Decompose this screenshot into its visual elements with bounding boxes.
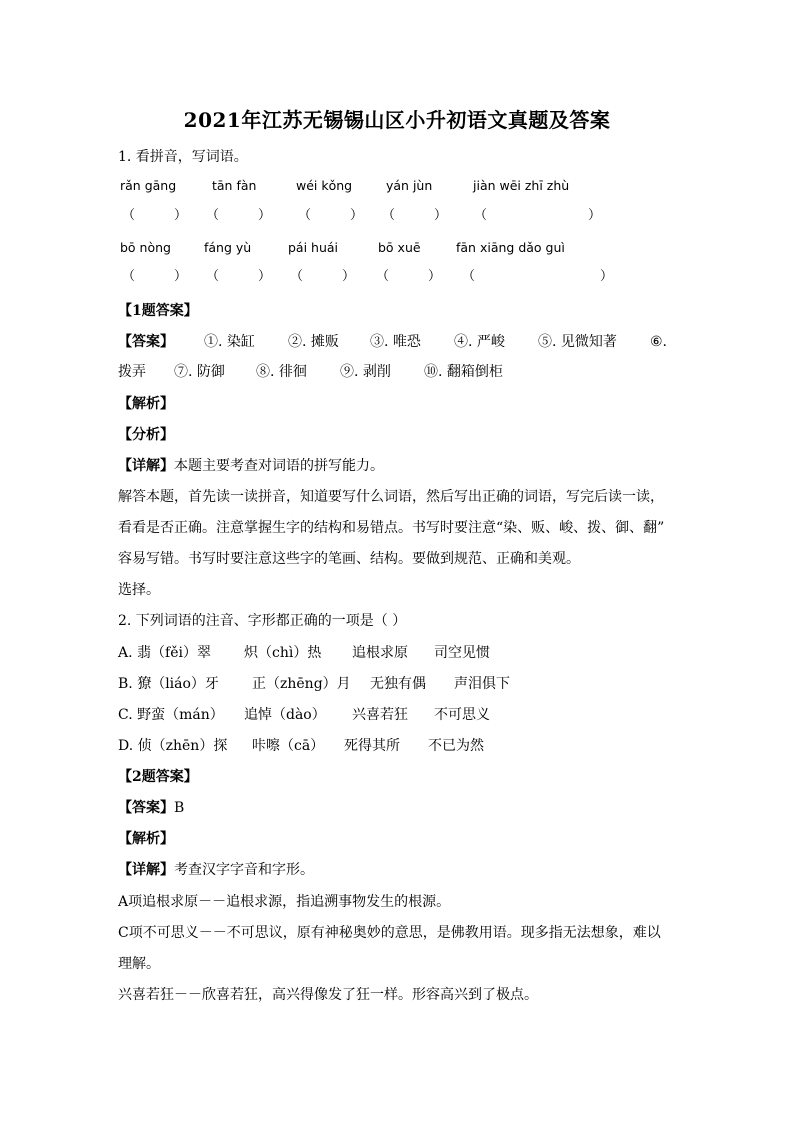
q2-option-b <box>118 674 510 694</box>
option-c-word4: 不可思义 <box>434 707 490 723</box>
q2-answer-value: B <box>174 800 185 816</box>
q2-answer <box>118 798 184 818</box>
q1-answer-header: 【1题答案】 <box>118 303 198 319</box>
blank-5-open: （ <box>474 208 488 223</box>
blank-5-close: ） <box>588 208 602 223</box>
pinyin-7: fáng yù <box>204 240 252 255</box>
page-title: 2021年江苏无锡锡山区小升初语文真题及答案 <box>183 108 611 132</box>
answer-6: 拨弄 <box>118 364 146 380</box>
answer-9: ⑨. 剥削 <box>340 364 391 380</box>
detail-label: 【详解】 <box>118 458 174 474</box>
option-c-word1: C. 野蛮（mán） <box>118 707 224 723</box>
blank-8-open: （ <box>290 269 304 284</box>
q1-para1: 解答本题，首先读一读拼音，知道要写什么词语，然后写出正确的词语，写完后读一读， <box>118 489 664 505</box>
option-d-word2: 咔嚓（cā） <box>252 738 325 754</box>
option-a-word1: A. 翡（fěi）翠 <box>118 645 211 661</box>
q2-stem: 2. 下列词语的注音、字形都正确的一项是（ ） <box>118 613 407 629</box>
answer-6-number: ⑥. <box>650 334 668 350</box>
option-b-word4: 声泪俱下 <box>454 676 510 692</box>
blank-1-open: （ <box>122 208 136 223</box>
blank-2-open: （ <box>206 208 220 223</box>
answer-7: ⑦. 防御 <box>174 364 225 380</box>
q2-option-d <box>118 736 484 756</box>
q1-jiexi: 【解析】 <box>118 396 174 412</box>
blank-4-open: （ <box>382 208 396 223</box>
option-c-word3: 兴喜若狂 <box>352 707 408 723</box>
blank-7-open: （ <box>206 269 220 284</box>
q2-option-a <box>118 643 490 663</box>
option-b-word1: B. 獠（liáo）牙 <box>118 676 219 692</box>
q1-detail <box>118 456 384 476</box>
blank-7-close: ） <box>258 269 272 284</box>
q2-line-c2: 理解。 <box>118 956 160 972</box>
blank-9-close: ） <box>428 269 442 284</box>
blank-2-close: ） <box>258 208 272 223</box>
blank-3-close: ） <box>350 208 364 223</box>
q2-jiexi: 【解析】 <box>118 831 174 847</box>
q1-answers-line1 <box>118 332 667 352</box>
pinyin-2: tān fàn <box>212 178 257 193</box>
q2-line-x: 兴喜若狂－－欣喜若狂，高兴得像发了狂一样。形容高兴到了极点。 <box>118 987 538 1003</box>
q2-answer-header: 【2题答案】 <box>118 769 198 785</box>
q1-para3: 容易写错。书写时要注意这些字的笔画、结构。要做到规范、正确和美观。 <box>118 551 580 567</box>
blank-4-close: ） <box>434 208 448 223</box>
blank-9-open: （ <box>376 269 390 284</box>
blank-10-open: （ <box>462 269 476 284</box>
blank-10-close: ） <box>600 269 614 284</box>
option-b-word2: 正（zhēng）月 <box>252 676 351 692</box>
q2-detail <box>118 860 314 880</box>
pinyin-9: bō xuē <box>378 240 421 255</box>
pinyin-1: rǎn gāng <box>120 178 177 193</box>
q2-detail-text: 考查汉字字音和字形。 <box>174 862 314 878</box>
detail-text: 本题主要考查对词语的拼写能力。 <box>174 458 384 474</box>
q2-line-c1: C项不可思义－－不可思议，原有神秘奥妙的意思，是佛教用语。现多指无法想象，难以 <box>118 925 661 941</box>
q1-answers-line2 <box>118 362 503 382</box>
q1-stem: 1. 看拼音，写词语。 <box>118 149 248 165</box>
pinyin-10: fān xiāng dǎo guì <box>456 240 565 255</box>
blank-8-close: ） <box>342 269 356 284</box>
answer-1: ①. 染缸 <box>204 334 255 350</box>
pinyin-3: wéi kǒng <box>296 178 353 193</box>
pinyin-5: jiàn wēi zhī zhù <box>473 178 570 193</box>
q2-option-c <box>118 705 490 725</box>
option-d-word4: 不已为然 <box>428 738 484 754</box>
q2-detail-label: 【详解】 <box>118 862 174 878</box>
q2-line-a: A项追根求原－－追根求源，指追溯事物发生的根源。 <box>118 894 451 910</box>
answer-5: ⑤. 见微知著 <box>538 334 617 350</box>
blank-3-open: （ <box>298 208 312 223</box>
answer-2: ②. 摊贩 <box>288 334 339 350</box>
blank-6-close: ） <box>174 269 188 284</box>
answer-8: ⑧. 徘徊 <box>256 364 307 380</box>
option-d-word3: 死得其所 <box>344 738 400 754</box>
pinyin-8: pái huái <box>288 240 339 255</box>
q1-para4: 选择。 <box>118 582 160 598</box>
option-a-word4: 司空见惯 <box>434 645 490 661</box>
answer-4: ④. 严峻 <box>454 334 505 350</box>
option-a-word3: 追根求原 <box>352 645 408 661</box>
blank-1-close: ） <box>174 208 188 223</box>
q1-para2: 看看是否正确。注意掌握生字的结构和易错点。书写时要注意“染、贩、峻、拨、御、翻” <box>118 520 665 536</box>
q1-fenxi: 【分析】 <box>118 427 174 443</box>
option-a-word2: 炽（chì）热 <box>244 645 322 661</box>
option-b-word3: 无独有偶 <box>370 676 426 692</box>
blank-6-open: （ <box>122 269 136 284</box>
pinyin-6: bō nòng <box>120 240 171 255</box>
option-c-word2: 追悼（dào） <box>244 707 326 723</box>
answer-10: ⑩. 翻箱倒柜 <box>424 364 503 380</box>
answer-3: ③. 唯恐 <box>370 334 421 350</box>
pinyin-4: yán jùn <box>386 178 433 193</box>
option-d-word1: D. 侦（zhēn）探 <box>118 738 228 754</box>
answer-label: 【答案】 <box>118 334 174 350</box>
q2-answer-label: 【答案】 <box>118 800 174 816</box>
